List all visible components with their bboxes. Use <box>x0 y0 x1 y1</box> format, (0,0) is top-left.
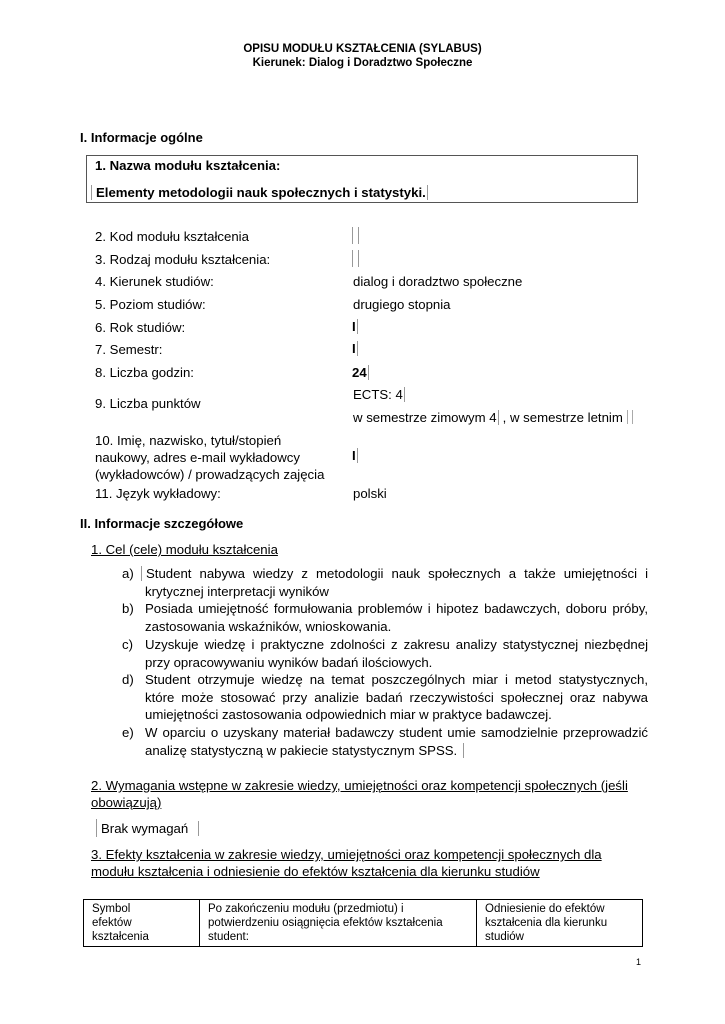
lecturer-label-line-3: (wykładowców) / prowadzących zajęcia <box>95 467 325 482</box>
ects-field[interactable] <box>353 387 409 402</box>
requirements-value: Brak wymagań <box>101 821 189 836</box>
level-value: drugiego stopnia <box>353 297 451 312</box>
hours-value: 24 <box>352 365 367 380</box>
row-label-direction: 4. Kierunek studiów: <box>95 274 214 289</box>
summer-field[interactable] <box>627 410 633 424</box>
section-1-heading: I. Informacje ogólne <box>80 130 203 145</box>
requirements-heading-line-1: 2. Wymagania wstępne w zakresie wiedzy, umiejętności oraz kompetencji społecznych (jeśli <box>91 778 628 793</box>
requirements-heading <box>91 777 646 811</box>
goal-text-line: przy opracowywaniu wyników badań ilościowych. <box>145 654 433 670</box>
table-header-text: Po zakończeniu modułu (przedmiotu) i <box>208 903 404 915</box>
table-header-text: kształcenia <box>92 931 149 943</box>
direction-value: dialog i doradztwo społeczne <box>353 274 523 289</box>
table-header-text: Odniesienie do efektów <box>485 903 605 915</box>
effects-heading-line-2: modułu kształcenia i odniesienie do efektów kształcenia dla kierunku studiów <box>91 864 540 879</box>
row-label-year: 6. Rok studiów: <box>95 320 186 335</box>
goal-text-line: zastosowania wskaźników, wnioskowania. <box>145 618 392 634</box>
goal-text-line: W oparciu o uzyskany materiał badawczy student umie samodzielnie przeprowadzić <box>145 725 648 740</box>
row-label-level: 5. Poziom studiów: <box>95 297 206 312</box>
lecturer-label-line-2: naukowy, adres e-mail wykładowcy <box>95 450 300 465</box>
table-header-text: Symbol <box>92 903 131 915</box>
goal-text-line: analizę statystyczną w pakiecie statystycznym SPSS. <box>145 742 458 758</box>
row-label-hours: 8. Liczba godzin: <box>95 365 194 380</box>
requirements-field-left-mark <box>96 819 97 837</box>
goal-text-line: Posiada umiejętność formułowania problemów i hipotez badawczych, doboru próby, <box>145 601 648 616</box>
year-field[interactable] <box>352 319 362 334</box>
goal-text-line: Student nabywa wiedzy z metodologii nauk społecznych a także umiejętności i <box>146 566 648 581</box>
row-label-points: 9. Liczba punktów <box>95 396 201 411</box>
goal-letter: c) <box>122 637 133 652</box>
lecturer-label-line-1: 10. Imię, nazwisko, tytuł/stopień <box>95 433 282 448</box>
goal-text-line: krytycznej interpretacji wyników <box>145 583 329 599</box>
year-value: I <box>352 319 356 334</box>
table-header-row <box>84 900 643 947</box>
document-title: OPISU MODUŁU KSZTAŁCENIA (SYLABUS) <box>243 43 482 55</box>
semester-points-line <box>353 410 633 425</box>
goal-text-line: które może stosować przy analizie badań rzeczywistości społecznej oraz nabywa <box>145 689 648 705</box>
table-header-effects <box>200 900 477 947</box>
page-number: 1 <box>636 957 642 967</box>
lecturer-label <box>95 432 324 483</box>
row-label-semester: 7. Semestr: <box>95 342 163 357</box>
winter-label: w semestrze zimowym <box>353 410 486 425</box>
ects-label: ECTS: <box>353 387 392 402</box>
table-header-text: student: <box>208 931 249 943</box>
goal-letter: e) <box>122 725 134 740</box>
goal-letter: b) <box>122 601 134 616</box>
goal-item-b <box>122 600 648 636</box>
ects-value: 4 <box>395 387 403 402</box>
goal-item-a <box>122 565 648 601</box>
goal-text-line: umiejętności zastosowania odpowiednich miar w praktyce badawczej. <box>145 707 552 723</box>
table-header-text: kształcenia dla kierunku <box>485 917 608 929</box>
goal-item-e <box>122 724 648 760</box>
goal-item-c <box>122 636 648 672</box>
module-name-box <box>86 155 638 203</box>
goal-letter: a) <box>122 566 134 581</box>
effects-heading <box>91 846 646 880</box>
goal-item-d <box>122 671 648 725</box>
module-name-label: 1. Nazwa modułu kształcenia: <box>95 158 281 173</box>
semester-field[interactable] <box>352 341 362 356</box>
requirements-field[interactable] <box>101 821 203 836</box>
goal-text-line: Uzyskuje wiedzę i praktyczne zdolności z zakresu analizy statystycznej niezbędnej <box>145 637 648 652</box>
winter-value: 4 <box>489 410 497 425</box>
lecturer-value: I <box>352 448 356 463</box>
module-name-value: Elementy metodologii nauk społecznych i statystyki. <box>96 185 426 200</box>
lecturer-field[interactable] <box>352 448 362 463</box>
row-label-code: 2. Kod modułu kształcenia <box>95 229 249 244</box>
document-subtitle: Kierunek: Dialog i Doradztwo Społeczne <box>252 57 473 69</box>
table-header-reference <box>477 900 643 947</box>
goal-text-line: Student otrzymuje wiedzę na temat poszczególnych miar i metod statystycznych, <box>145 672 648 687</box>
requirements-heading-line-2: obowiązują) <box>91 795 162 810</box>
table-header-text: potwierdzeniu osiągnięcia efektów kształcenia <box>208 917 443 929</box>
row-label-language: 11. Język wykładowy: <box>95 486 221 501</box>
table-header-symbol <box>84 900 200 947</box>
language-value: polski <box>353 486 387 501</box>
section-2-heading: II. Informacje szczegółowe <box>80 516 244 531</box>
semester-value: I <box>352 341 356 356</box>
winter-field[interactable] <box>489 410 502 425</box>
type-field[interactable] <box>352 250 359 267</box>
table-header-text: studiów <box>485 931 524 943</box>
module-name-field[interactable] <box>90 185 432 200</box>
table-header-text: efektów <box>92 917 132 929</box>
effects-table <box>83 899 643 947</box>
goal-letter: d) <box>122 672 134 687</box>
code-field[interactable] <box>352 227 359 244</box>
goals-heading: 1. Cel (cele) modułu kształcenia <box>91 542 278 557</box>
summer-label: , w semestrze letnim <box>502 410 623 425</box>
effects-heading-line-1: 3. Efekty kształcenia w zakresie wiedzy, umiejętności oraz kompetencji społecznych dla <box>91 847 602 862</box>
hours-field[interactable] <box>352 365 373 380</box>
row-label-type: 3. Rodzaj modułu kształcenia: <box>95 252 271 267</box>
